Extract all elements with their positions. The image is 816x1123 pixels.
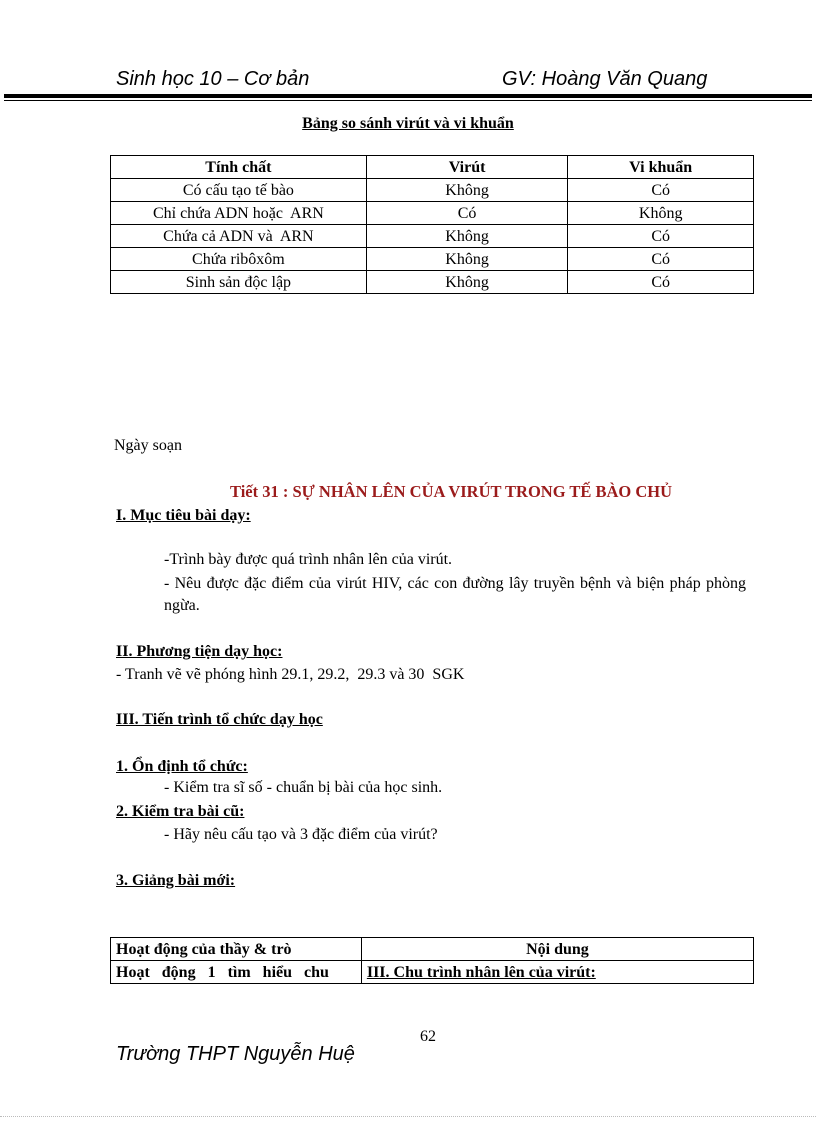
process-heading: III. Tiến trình tổ chức dạy học (116, 711, 323, 728)
table-header-cell: Vi khuẩn (568, 156, 754, 179)
table-row (111, 961, 754, 984)
table-cell: Không (366, 271, 568, 294)
table-cell: Không (568, 202, 754, 225)
activity-table (110, 937, 754, 984)
stabilize-heading: 1. Ổn định tổ chức: (116, 758, 248, 775)
table-cell: Không (366, 225, 568, 248)
table-header-row (111, 156, 754, 179)
table-cell: Sinh sản độc lập (111, 271, 367, 294)
table-row (111, 248, 754, 271)
table-row (111, 271, 754, 294)
comparison-table (110, 155, 754, 294)
page-bottom-rule (0, 1116, 816, 1117)
header-teacher: GV: Hoàng Văn Quang (502, 68, 708, 90)
table-row (111, 202, 754, 225)
materials-heading: II. Phương tiện dạy học: (116, 643, 283, 660)
table-cell: Không (366, 179, 568, 202)
table-cell: Chỉ chứa ADN hoặc ARN (111, 202, 367, 225)
table-cell (361, 961, 753, 984)
lesson-title: Tiết 31 : SỰ NHÂN LÊN CỦA VIRÚT TRONG TẾ BÀO CHỦ (230, 482, 673, 501)
header-subject: Sinh học 10 – Cơ bản (116, 68, 310, 90)
table-cell: Có (568, 248, 754, 271)
objectives-heading: I. Mục tiêu bài dạy: (116, 507, 251, 524)
table-header-cell: Nội dung (361, 938, 753, 961)
table-cell: Không (366, 248, 568, 271)
table-cell: Có (568, 179, 754, 202)
table-cell: Có (568, 271, 754, 294)
new-lesson-heading: 3. Giảng bài mới: (116, 872, 236, 889)
table-header-cell: Tính chất (111, 156, 367, 179)
objective-2: - Nêu được đặc điểm của virút HIV, các con đường lây truyền bệnh và biện pháp phòng ngừa. (164, 575, 746, 614)
date-label: Ngày soạn (114, 437, 182, 454)
table-row (111, 179, 754, 202)
footer-school: Trường THPT Nguyễn Huệ (116, 1043, 355, 1065)
objective-1: -Trình bày được quá trình nhân lên của virút. (164, 551, 453, 568)
content-heading: III. Chu trình nhân lên của virút: (366, 963, 596, 981)
table-cell: Có cấu tạo tế bào (111, 179, 367, 202)
header-rule (4, 94, 812, 98)
table-row (111, 225, 754, 248)
page-number: 62 (420, 1028, 436, 1045)
activity-1-title: Hoạt động 1 tìm hiểu chu (116, 963, 329, 981)
table-cell: Có (568, 225, 754, 248)
table-cell: Chứa cả ADN và ARN (111, 225, 367, 248)
stabilize-line: - Kiểm tra sĩ số - chuẩn bị bài của học sinh. (164, 779, 443, 796)
table-cell: Chứa ribôxôm (111, 248, 367, 271)
review-heading: 2. Kiểm tra bài cũ: (116, 803, 245, 820)
table-header-cell: Hoạt động của thầy & trò (111, 938, 362, 961)
header-rule-thin (4, 100, 812, 101)
comparison-title: Bảng so sánh virút và vi khuẩn (302, 115, 514, 132)
table-header-row (111, 938, 754, 961)
table-header-cell: Virút (366, 156, 568, 179)
table-cell (111, 961, 362, 984)
materials-line: - Tranh vẽ vẽ phóng hình 29.1, 29.2, 29.3 và 30 SGK (116, 666, 465, 683)
table-cell: Có (366, 202, 568, 225)
review-line: - Hãy nêu cấu tạo và 3 đặc điểm của virút? (164, 826, 438, 843)
